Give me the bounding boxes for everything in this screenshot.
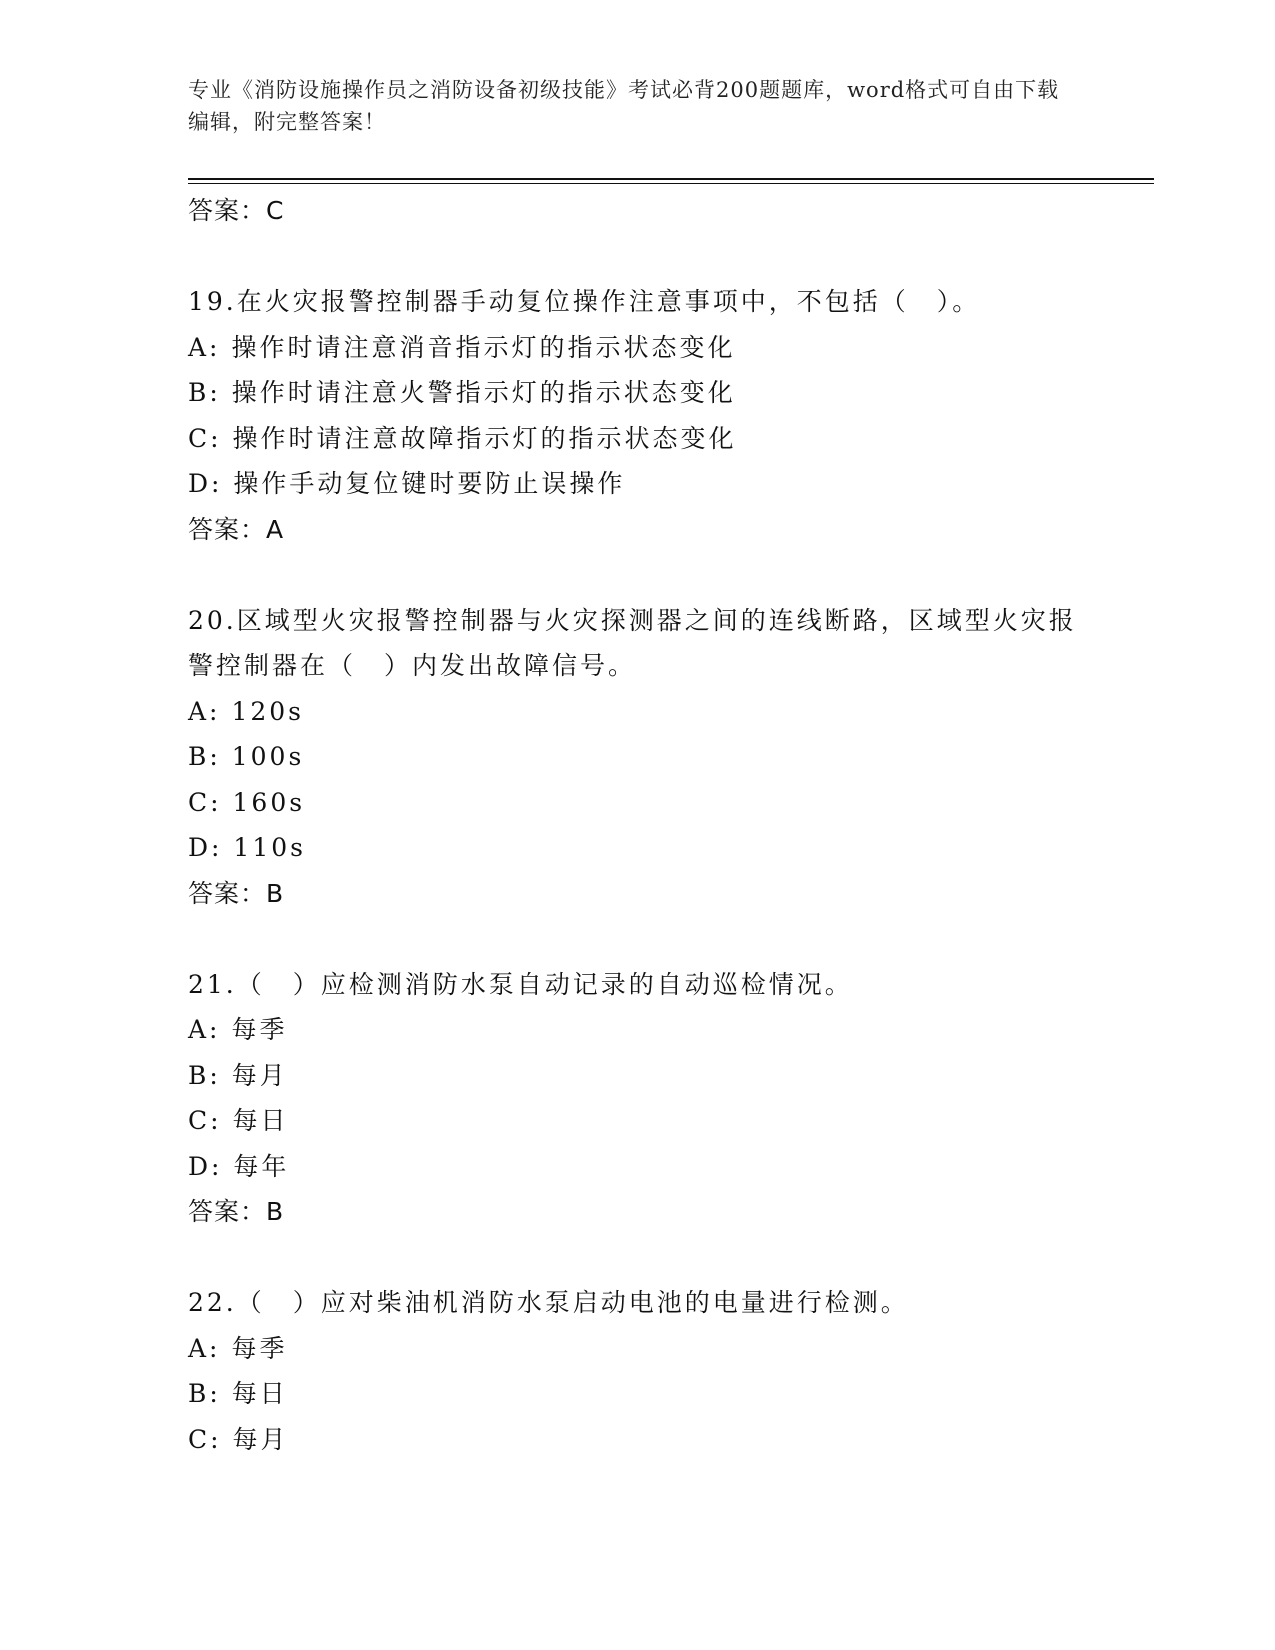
question-text: 19.在火灾报警控制器手动复位操作注意事项中，不包括（ ）。 xyxy=(188,287,981,316)
option-key: C: xyxy=(188,1424,222,1454)
option-b xyxy=(188,734,1088,780)
option-text: 每月 xyxy=(232,1424,289,1454)
question-block xyxy=(188,598,1088,917)
option-key: B: xyxy=(188,1379,221,1408)
option-text: 操作时请注意火警指示灯的指示状态变化 xyxy=(231,378,736,407)
option-b xyxy=(188,370,1088,416)
option-text: 每日 xyxy=(231,1379,288,1408)
option-key: C: xyxy=(188,423,222,453)
option-text: 每日 xyxy=(232,1106,289,1135)
option-a xyxy=(188,1007,1088,1053)
question-text: 22.（ ）应对柴油机消防水泵启动电池的电量进行检测。 xyxy=(188,1288,909,1317)
option-d xyxy=(188,825,1088,871)
spacer xyxy=(188,1235,1088,1281)
option-text: 操作时请注意故障指示灯的指示状态变化 xyxy=(232,423,737,453)
option-text: 160s xyxy=(232,787,306,817)
option-text: 100s xyxy=(231,742,305,771)
spacer xyxy=(188,916,1088,962)
question-text: 20.区域型火灾报警控制器与火灾探测器之间的连线断路，区域型火灾报警控制器在（ ）内发出故障信号。 xyxy=(188,605,1077,680)
option-text: 110s xyxy=(233,833,306,862)
option-key: B: xyxy=(188,1060,221,1090)
option-key: A: xyxy=(188,696,221,726)
option-c xyxy=(188,416,1088,462)
answer-line: 答案：A xyxy=(188,514,285,544)
answer-line: 答案：B xyxy=(188,1197,285,1226)
question-block xyxy=(188,279,1088,552)
question-list xyxy=(188,188,1088,1462)
option-text: 每季 xyxy=(231,1333,288,1363)
option-text: 每季 xyxy=(231,1015,288,1044)
option-d xyxy=(188,461,1088,507)
spacer xyxy=(188,552,1088,598)
option-key: B: xyxy=(188,378,221,407)
option-a xyxy=(188,325,1088,371)
option-key: D: xyxy=(188,469,223,498)
option-a xyxy=(188,1326,1088,1372)
option-key: A: xyxy=(188,332,221,362)
option-c xyxy=(188,1417,1088,1463)
header-rule-thin xyxy=(188,183,1154,184)
question-block xyxy=(188,962,1088,1235)
option-c xyxy=(188,780,1088,826)
option-key: D: xyxy=(188,833,223,862)
option-key: C: xyxy=(188,787,222,817)
option-b xyxy=(188,1371,1088,1417)
previous-answer: 答案：C xyxy=(188,196,285,225)
question-text: 21.（ ）应检测消防水泵自动记录的自动巡检情况。 xyxy=(188,969,853,999)
option-key: B: xyxy=(188,742,221,771)
option-text: 每月 xyxy=(231,1060,288,1090)
option-key: C: xyxy=(188,1106,222,1135)
option-key: D: xyxy=(188,1151,223,1181)
option-d xyxy=(188,1144,1088,1190)
option-c xyxy=(188,1098,1088,1144)
header-rule-thick xyxy=(188,178,1154,180)
question-block xyxy=(188,1280,1088,1462)
option-text: 120s xyxy=(231,696,304,726)
option-text: 每年 xyxy=(233,1151,290,1181)
option-b xyxy=(188,1053,1088,1099)
spacer xyxy=(188,234,1088,280)
option-key: A: xyxy=(188,1015,221,1044)
option-a xyxy=(188,689,1088,735)
option-text: 操作时请注意消音指示灯的指示状态变化 xyxy=(231,332,736,362)
answer-line: 答案：B xyxy=(188,878,285,908)
option-text: 操作手动复位键时要防止误操作 xyxy=(233,469,626,498)
option-key: A: xyxy=(188,1333,221,1363)
document-header: 专业《消防设施操作员之消防设备初级技能》考试必背200题题库，word格式可自由下载编辑，附完整答案！ xyxy=(188,78,1060,134)
